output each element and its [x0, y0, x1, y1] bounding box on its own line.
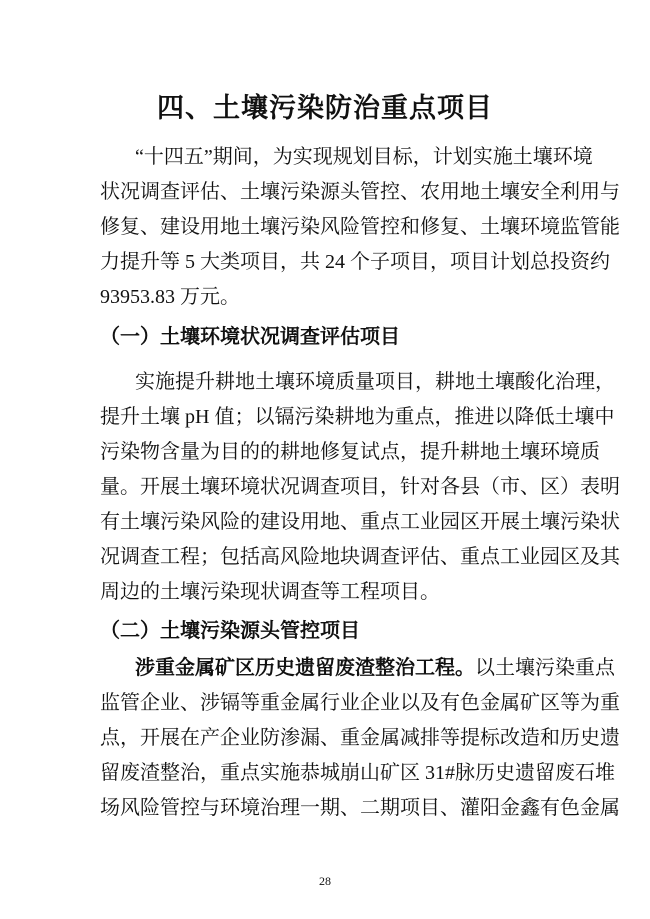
section1-paragraph: [100, 365, 620, 610]
text-line: 有土壤污染风险的建设用地、重点工业园区开展土壤污染状: [100, 511, 620, 533]
text-line: 修复、建设用地土壤污染风险管控和修复、土壤环境监管能: [100, 216, 620, 238]
text-line: 况调查工程；包括高风险地块调查评估、重点工业园区及其: [100, 546, 620, 568]
text-line: 点，开展在产企业防渗漏、重金属减排等提标改造和历史遗: [100, 727, 620, 749]
text-line: 力提升等 5 大类项目，共 24 个子项目，项目计划总投资约: [100, 251, 610, 273]
text-line: 状况调查评估、土壤污染源头管控、农用地土壤安全利用与: [100, 181, 620, 203]
text-line: “十四五”期间，为实现规划目标，计划实施土壤环境: [135, 146, 593, 168]
section2-paragraph: [100, 651, 620, 826]
text-line: 监管企业、涉镉等重金属行业企业以及有色金属矿区等为重: [100, 692, 620, 714]
text-line: 量。开展土壤环境状况调查项目，针对各县（市、区）表明: [100, 476, 620, 498]
text-line: 留废渣整治，重点实施恭城崩山矿区 31#脉历史遗留废石堆: [100, 762, 615, 784]
intro-paragraph: [100, 140, 620, 315]
text-line: 93953.83 万元。: [100, 286, 240, 308]
text-line: 实施提升耕地土壤环境质量项目，耕地土壤酸化治理，: [135, 371, 615, 393]
text-line: 提升土壤 pH 值；以镉污染耕地为重点，推进以降低土壤中: [100, 406, 615, 428]
section-heading-1: （一）土壤环境状况调查评估项目: [100, 324, 400, 348]
page-number: 28: [319, 874, 331, 888]
text-line: 周边的土壤污染现状调查等工程项目。: [100, 581, 440, 603]
text-line: 场风险管控与环境治理一期、二期项目、灌阳金鑫有色金属: [100, 797, 620, 819]
page-title: 四、土壤污染防治重点项目: [157, 93, 493, 124]
bold-lead: 涉重金属矿区历史遗留废渣整治工程。: [135, 657, 475, 679]
section-heading-2: （二）土壤污染源头管控项目: [100, 618, 360, 642]
text-line: 污染物含量为目的的耕地修复试点，提升耕地土壤环境质: [100, 441, 600, 463]
text-line: [100, 651, 615, 686]
lead-rest: 以土壤污染重点: [475, 657, 615, 679]
